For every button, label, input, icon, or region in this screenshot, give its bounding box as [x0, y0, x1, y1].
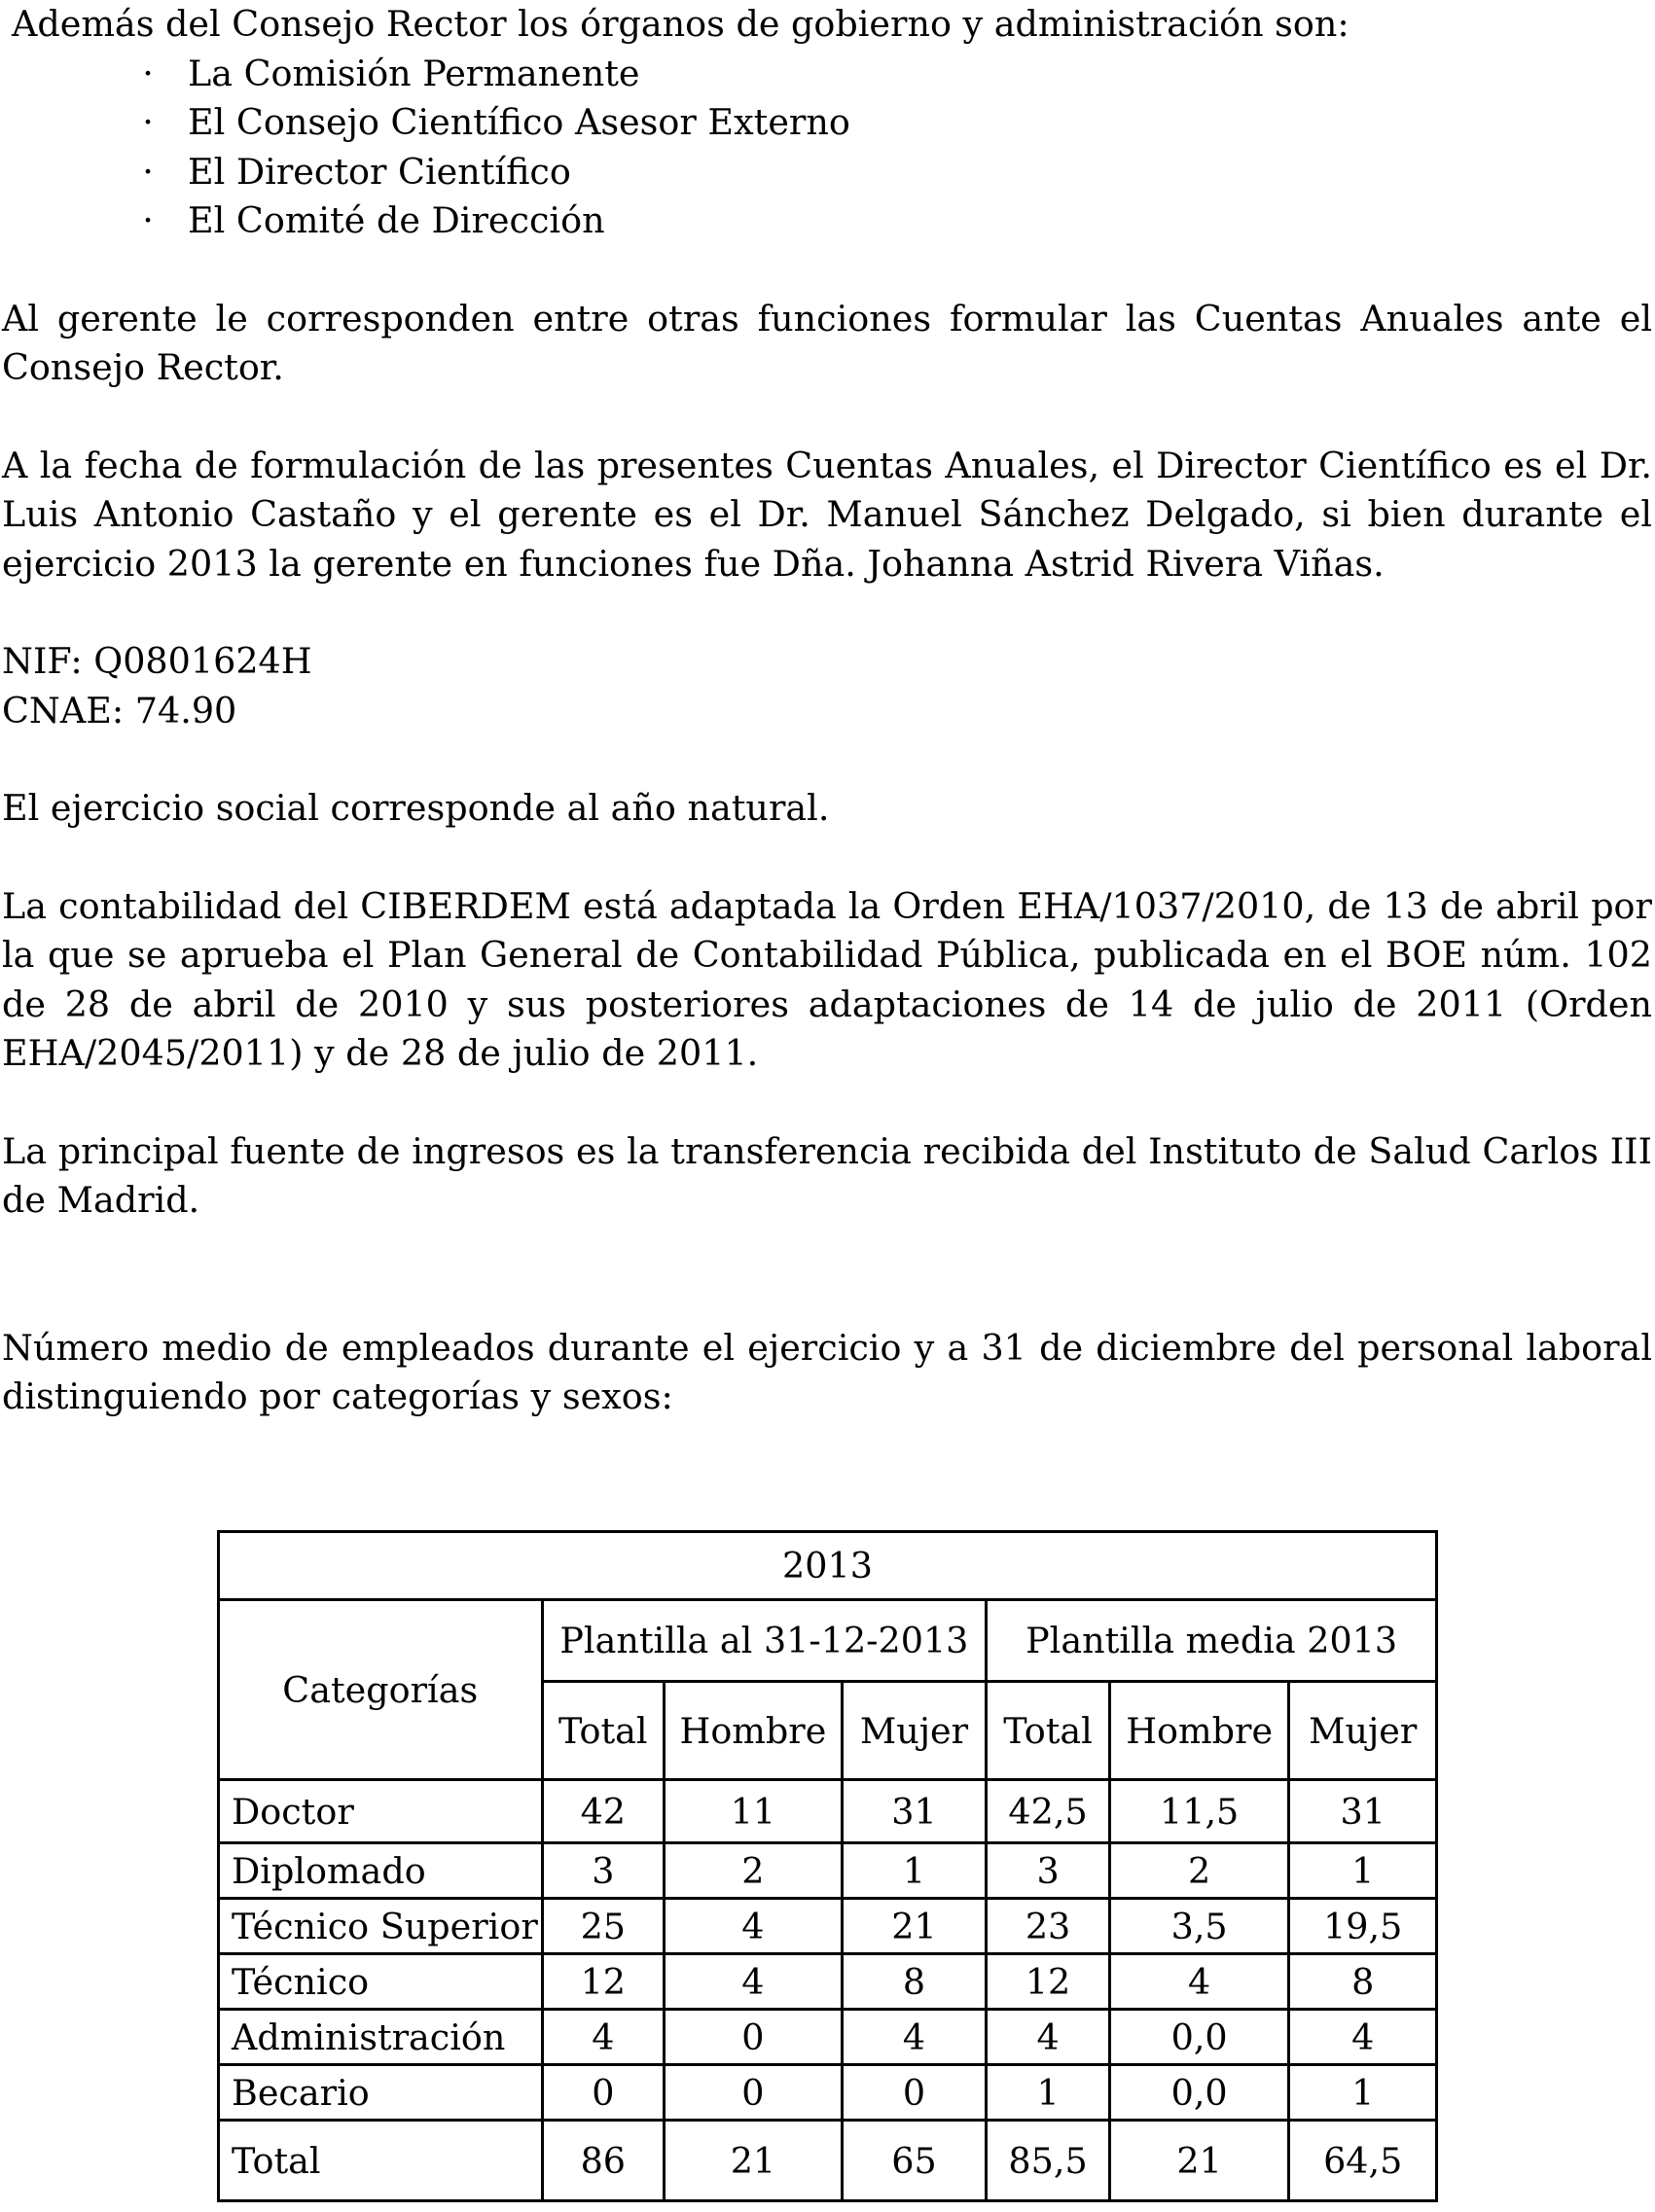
gerente-paragraph: Al gerente le corresponden entre otras funciones formular las Cuentas Anuales ante el Consejo Rector. — [2, 297, 1652, 388]
table-cell: 3 — [542, 1843, 665, 1899]
table-cell: 8 — [842, 1954, 987, 2010]
table-cell: 0 — [665, 2010, 843, 2065]
table-cell: 1 — [1289, 1843, 1437, 1899]
table-cell: 86 — [542, 2121, 665, 2201]
row-label: Becario — [219, 2065, 543, 2121]
table-cell: 0 — [665, 2065, 843, 2121]
table-cell: 1 — [842, 1843, 987, 1899]
column-header: Total — [987, 1682, 1110, 1780]
row-label: Técnico Superior — [219, 1899, 543, 1954]
table-cell: 3 — [987, 1843, 1110, 1899]
contabilidad-paragraph: La contabilidad del CIBERDEM está adaptada la Orden EHA/1037/2010, de 13 de abril por la que se aprueba el Plan General de Contabilidad Pública, publicada en el BOE núm. 102 de 28 de abril de 2010 y sus posteriores adaptaciones de 14 de julio de 2011 (Orden EHA/2045/2011) y de 28 de julio de 2011. — [2, 884, 1652, 1074]
fecha-paragraph: A la fecha de formulación de las presentes Cuentas Anuales, el Director Científico es el Dr. Luis Antonio Castaño y el gerente es el Dr. Manuel Sánchez Delgado, si bien durante el ejercicio 2013 la gerente en funciones fue Dña. Johanna Astrid Rivera Viñas. — [2, 444, 1652, 585]
table-cell: 85,5 — [987, 2121, 1110, 2201]
plantilla-31-12-header: Plantilla al 31-12-2013 — [542, 1600, 987, 1682]
table-row — [219, 1899, 1437, 1954]
cnae-line: CNAE: 74.90 — [2, 689, 237, 731]
row-label: Técnico — [219, 1954, 543, 2010]
table-cell: 25 — [542, 1899, 665, 1954]
table-cell: 64,5 — [1289, 2121, 1437, 2201]
bullet-icon: · — [142, 199, 154, 241]
table-cell: 42,5 — [987, 1780, 1110, 1843]
bullet-icon: · — [142, 101, 154, 143]
table-cell: 23 — [987, 1899, 1110, 1954]
list-item-text: El Comité de Dirección — [188, 199, 605, 241]
table-cell: 4 — [665, 1954, 843, 2010]
table-cell: 3,5 — [1109, 1899, 1289, 1954]
table-cell: 42 — [542, 1780, 665, 1843]
table-cell: 2 — [665, 1843, 843, 1899]
column-header: Hombre — [1109, 1682, 1289, 1780]
list-item — [138, 196, 1652, 246]
table-cell: 1 — [987, 2065, 1110, 2121]
table-row — [219, 1843, 1437, 1899]
list-item-text: El Director Científico — [188, 150, 571, 193]
ingresos-paragraph: La principal fuente de ingresos es la transferencia recibida del Instituto de Salud Carlos III de Madrid. — [2, 1129, 1652, 1221]
table-cell: 0,0 — [1109, 2010, 1289, 2065]
column-header: Mujer — [1289, 1682, 1437, 1780]
plantilla-media-header: Plantilla media 2013 — [987, 1600, 1437, 1682]
table-cell: 19,5 — [1289, 1899, 1437, 1954]
employees-table — [217, 1530, 1438, 2202]
table-cell: 0,0 — [1109, 2065, 1289, 2121]
table-cell: 4 — [542, 2010, 665, 2065]
table-cell: 21 — [1109, 2121, 1289, 2201]
table-cell: 21 — [665, 2121, 843, 2201]
list-item — [138, 50, 1652, 99]
row-label: Administración — [219, 2010, 543, 2065]
document-page — [2, 0, 1652, 1422]
table-cell: 0 — [542, 2065, 665, 2121]
table-row — [219, 2065, 1437, 2121]
row-label: Total — [219, 2121, 543, 2201]
table-cell: 12 — [542, 1954, 665, 2010]
table-cell: 21 — [842, 1899, 987, 1954]
table-cell: 31 — [842, 1780, 987, 1843]
ejercicio-paragraph: El ejercicio social corresponde al año natural. — [2, 787, 830, 829]
table-year-header: 2013 — [219, 1532, 1437, 1600]
table-row — [219, 1780, 1437, 1843]
column-header: Hombre — [665, 1682, 843, 1780]
list-item — [138, 98, 1652, 148]
table-row — [219, 2010, 1437, 2065]
column-header: Mujer — [842, 1682, 987, 1780]
governance-bodies-list — [2, 50, 1652, 246]
table-row — [219, 1954, 1437, 2010]
row-label: Diplomado — [219, 1843, 543, 1899]
empleados-paragraph: Número medio de empleados durante el ejercicio y a 31 de diciembre del personal laboral distinguiendo por categorías y sexos: — [2, 1326, 1652, 1417]
list-item-text: El Consejo Científico Asesor Externo — [188, 101, 850, 143]
table-cell: 4 — [665, 1899, 843, 1954]
total-row — [219, 2121, 1437, 2201]
bullet-icon: · — [142, 52, 154, 94]
table-cell: 0 — [842, 2065, 987, 2121]
table-cell: 4 — [987, 2010, 1110, 2065]
table-cell: 65 — [842, 2121, 987, 2201]
table-cell: 4 — [842, 2010, 987, 2065]
row-label: Doctor — [219, 1780, 543, 1843]
table-cell: 12 — [987, 1954, 1110, 2010]
table-cell: 4 — [1109, 1954, 1289, 2010]
nif-line: NIF: Q0801624H — [2, 640, 312, 682]
table-cell: 11 — [665, 1780, 843, 1843]
bullet-icon: · — [142, 150, 154, 193]
table-cell: 1 — [1289, 2065, 1437, 2121]
table-cell: 8 — [1289, 1954, 1437, 2010]
table-cell: 11,5 — [1109, 1780, 1289, 1843]
categorias-header: Categorías — [219, 1600, 543, 1780]
list-item — [138, 148, 1652, 197]
intro-paragraph: Además del Consejo Rector los órganos de gobierno y administración son: — [12, 3, 1349, 45]
table-cell: 4 — [1289, 2010, 1437, 2065]
table-cell: 31 — [1289, 1780, 1437, 1843]
table-cell: 2 — [1109, 1843, 1289, 1899]
column-header: Total — [542, 1682, 665, 1780]
list-item-text: La Comisión Permanente — [188, 52, 640, 94]
